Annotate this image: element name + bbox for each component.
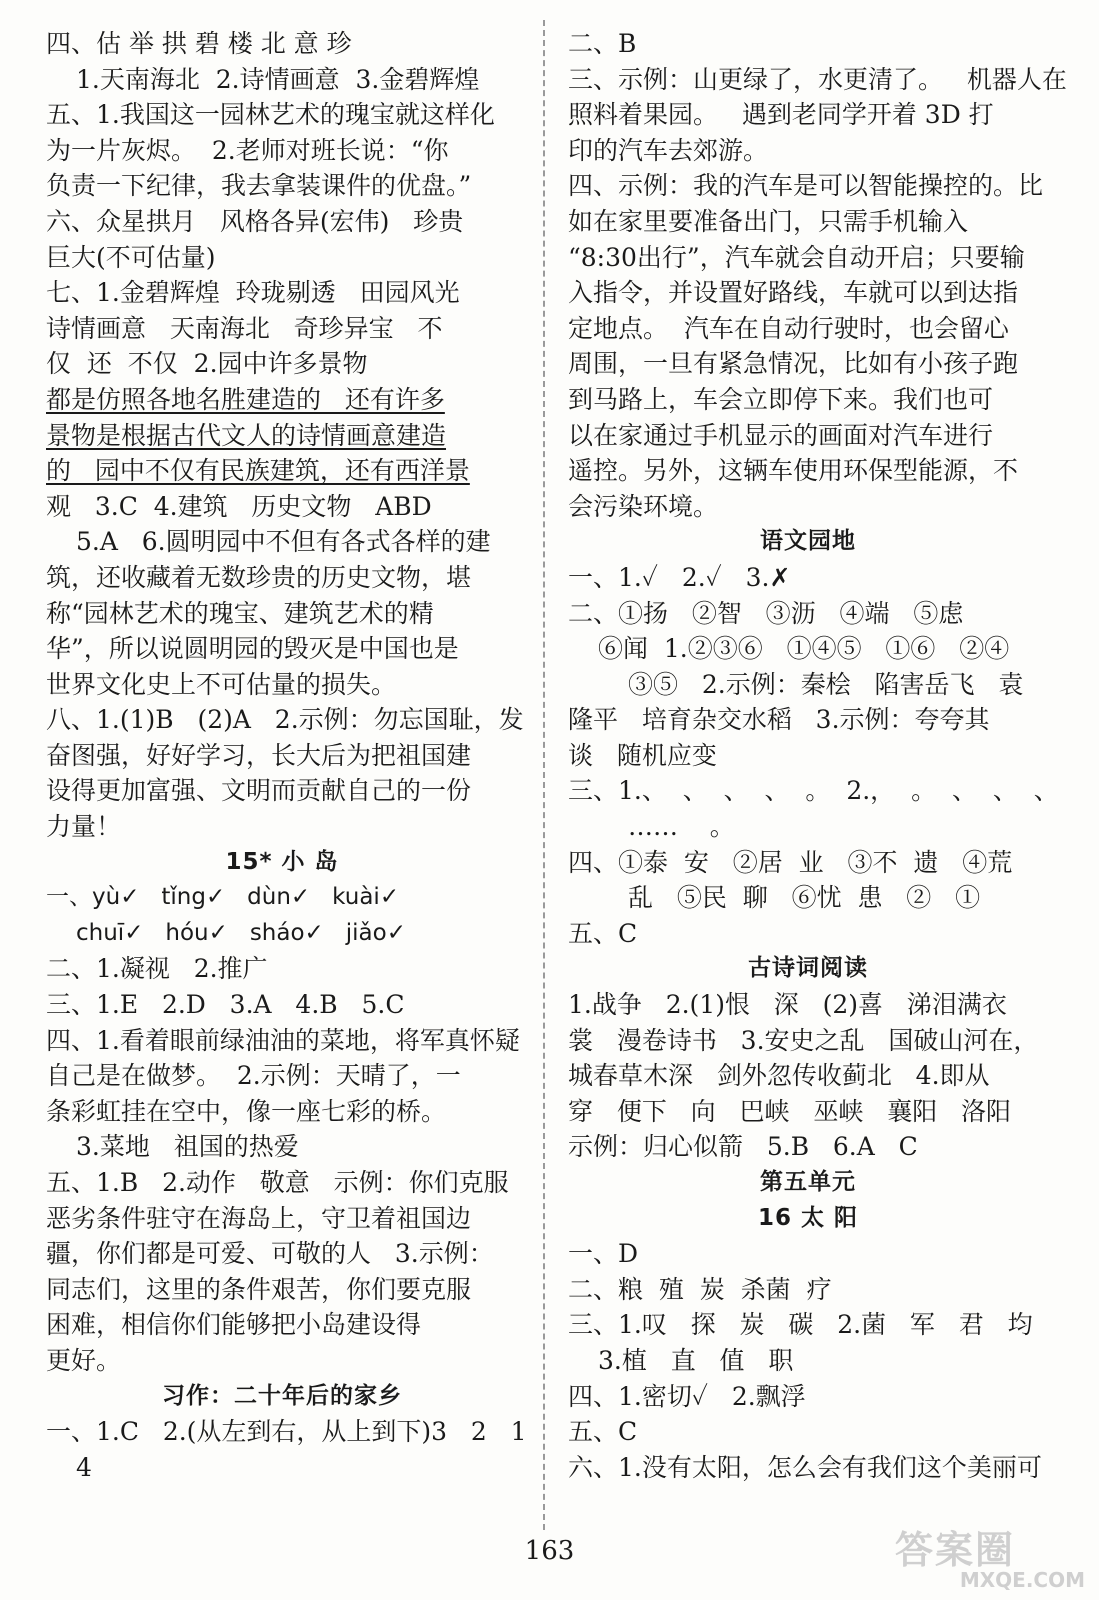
answer-line: 的 园中不仅有民族建筑，还有西洋景: [46, 456, 470, 486]
section-heading: 第五单元: [760, 1169, 856, 1195]
answer-line: 四、1.密切✓ 2.飘浮: [568, 1381, 806, 1411]
answer-line: 三、1.叹 探 炭 碳 2.菌 军 君 均: [568, 1310, 1033, 1340]
answer-line: 4: [76, 1452, 92, 1482]
answer-line: 谈 随机应变: [568, 740, 717, 770]
answer-line: 六、1.没有太阳，怎么会有我们这个美丽可: [568, 1452, 1042, 1482]
answer-line: 三、示例：山更绿了，水更清了。 机器人在: [568, 64, 1067, 94]
answer-line: 一、1.✓ 2.✓ 3.✗: [568, 562, 791, 592]
answer-line: 1.战争 2.(1)恨 深 (2)喜 涕泪满衣: [568, 990, 1007, 1020]
answer-line: 5.A 6.圆明园中不但有各式各样的建: [76, 527, 491, 557]
answer-line: 世界文化史上不可估量的损失。: [46, 669, 397, 699]
answer-line: 穿 便下 向 巴峡 巫峡 襄阳 洛阳: [568, 1096, 1012, 1126]
section-heading: 16 太 阳: [757, 1204, 859, 1231]
answer-line: 二、B: [568, 29, 637, 58]
answer-line: 都是仿照各地名胜建造的 还有许多: [46, 384, 445, 414]
answer-line: 疆，你们都是可爱、可敬的人 3.示例：: [46, 1239, 494, 1269]
answer-line: 二、①扬 ②智 ③沥 ④端 ⑤虑: [568, 598, 964, 628]
answer-line: chuī✓ hóu✓ sháo✓ jiǎo✓: [76, 919, 406, 946]
answer-line: 五、1.我国这一园林艺术的瑰宝就这样化: [46, 100, 495, 130]
answer-line: 如在家里要准备出门，只需手机输入: [568, 206, 969, 236]
watermark-sub: MXQE.COM: [959, 1568, 1085, 1592]
answer-line: 二、粮 殖 炭 杀菌 疗: [568, 1274, 832, 1304]
watermark-logo: [895, 1530, 1085, 1594]
answer-line: …… 。: [628, 812, 735, 842]
answer-line: 设得更加富强、文明而贡献自己的一份: [46, 776, 472, 806]
answer-line: 一、D: [568, 1239, 639, 1269]
watermark-main: 答案圈: [895, 1528, 1016, 1572]
answer-line: 定地点。 汽车在自动行驶时，也会留心: [568, 313, 1009, 343]
answer-line: 二、1.凝视 2.推广: [46, 954, 268, 984]
section-heading: 古诗词阅读: [748, 955, 868, 982]
answer-line: 筑，还收藏着无数珍贵的历史文物，堪: [46, 562, 472, 592]
answer-line: 恶劣条件驻守在海岛上，守卫着祖国边: [46, 1203, 472, 1233]
answer-line: 仅 还 不仅 2.园中许多景物: [46, 349, 368, 379]
answer-line: 五、C: [568, 918, 638, 948]
answer-line: 3.菜地 祖国的热爱: [76, 1132, 299, 1162]
answer-line: 裳 漫卷诗书 3.安史之乱 国破山河在，: [568, 1025, 1039, 1055]
answer-line: 景物是根据古代文人的诗情画意建造: [46, 420, 447, 450]
answer-line: ③⑤ 2.示例：秦桧 陷害岳飞 袁: [628, 669, 1024, 699]
section-heading: 习作：二十年后的家乡: [162, 1382, 402, 1409]
answer-line: 一、yù✓ tǐng✓ dùn✓ kuài✓: [46, 884, 400, 911]
answer-line: 入指令，并设置好路线，车就可以到达指: [568, 278, 1019, 308]
answer-line: 条彩虹挂在空中，像一座七彩的桥。: [46, 1096, 447, 1126]
answer-line: 困难，相信你们能够把小岛建设得: [46, 1310, 422, 1340]
answer-line: 遥控。另外，这辆车使用环保型能源，不: [568, 456, 1019, 486]
answer-line: “8:30出行”，汽车就会自动开启；只要输: [568, 242, 1025, 272]
section-heading: 语文园地: [760, 528, 856, 555]
answer-line: 城春草木深 剑外忽传收蓟北 4.即从: [568, 1061, 990, 1091]
answer-line: 自己是在做梦。 2.示例：天晴了，一: [46, 1061, 461, 1091]
page-number: 163: [524, 1536, 575, 1566]
answer-line: 更好。: [46, 1345, 122, 1375]
answer-line: 奋图强，好好学习，长大后为把祖国建: [46, 740, 472, 770]
answer-line: 隆平 培育杂交水稻 3.示例：夸夸其: [568, 705, 990, 735]
answer-line: 四、估 举 拱 碧 楼 北 意 珍: [46, 29, 352, 58]
answer-line: 八、1.(1)B (2)A 2.示例：勿忘国耻，发: [46, 705, 524, 735]
answer-line: 乱 ⑤民 聊 ⑥忧 患 ② ①: [628, 883, 981, 913]
answer-line: 观 3.C 4.建筑 历史文物 ABD: [46, 491, 432, 521]
answer-line: 到马路上，车会立即停下来。我们也可: [568, 384, 994, 414]
answer-line: 三、1.、 、 、 、 。 2.， 。 、 、 、: [568, 776, 1059, 806]
answer-line: 四、①泰 安 ②居 业 ③不 遗 ④荒: [568, 847, 1013, 877]
answer-line: 照料着果园。 遇到老同学开着 3D 打: [568, 100, 994, 130]
answer-line: 周围，一旦有紧急情况，比如有小孩子跑: [568, 349, 1019, 379]
answer-line: 会污染环境。: [568, 491, 719, 521]
column-divider: [543, 20, 545, 1530]
answer-line: 四、1.看着眼前绿油油的菜地，将军真怀疑: [46, 1025, 520, 1055]
answer-line: 负责一下纪律，我去拿装课件的优盘。”: [46, 171, 472, 201]
answer-line: 五、1.B 2.动作 敬意 示例：你们克服: [46, 1168, 509, 1197]
answer-line: 以在家通过手机显示的画面对汽车进行: [568, 420, 994, 450]
answer-line: 3.植 直 值 职: [598, 1345, 794, 1375]
answer-line: 六、众星拱月 风格各异(宏伟) 珍贵: [46, 206, 464, 236]
answer-line: 为一片灰烬。 2.老师对班长说：“你: [46, 135, 449, 165]
answer-line: 力量！: [46, 812, 122, 842]
answer-line: 七、1.金碧辉煌 玲珑剔透 田园风光: [46, 278, 460, 308]
section-heading: 15* 小 岛: [225, 848, 339, 875]
answer-line: 四、示例：我的汽车是可以智能操控的。比: [568, 171, 1044, 201]
answer-line: ⑥闻 1.②③⑥ ①④⑤ ①⑥ ②④: [598, 634, 1010, 664]
answer-line: 示例：归心似箭 5.B 6.A C: [568, 1132, 918, 1162]
left-column: [46, 26, 527, 1485]
answer-line: 1.天南海北 2.诗情画意 3.金碧辉煌: [76, 64, 480, 94]
answer-line: 一、1.C 2.(从左到右，从上到下)3 2 1: [46, 1417, 527, 1447]
answer-line: 诗情画意 天南海北 奇珍异宝 不: [46, 313, 443, 343]
answer-line: 华”，所以说圆明园的毁灭是中国也是: [46, 634, 459, 664]
answer-line: 印的汽车去郊游。: [568, 135, 769, 165]
answer-line: 同志们，这里的条件艰苦，你们要克服: [46, 1274, 472, 1304]
right-column: [568, 26, 1067, 1485]
answer-line: 五、C: [568, 1417, 638, 1447]
answer-line: 称“园林艺术的瑰宝、建筑艺术的精: [46, 598, 434, 628]
answer-line: 三、1.E 2.D 3.A 4.B 5.C: [46, 990, 405, 1020]
answer-line: 巨大(不可估量): [46, 242, 216, 272]
